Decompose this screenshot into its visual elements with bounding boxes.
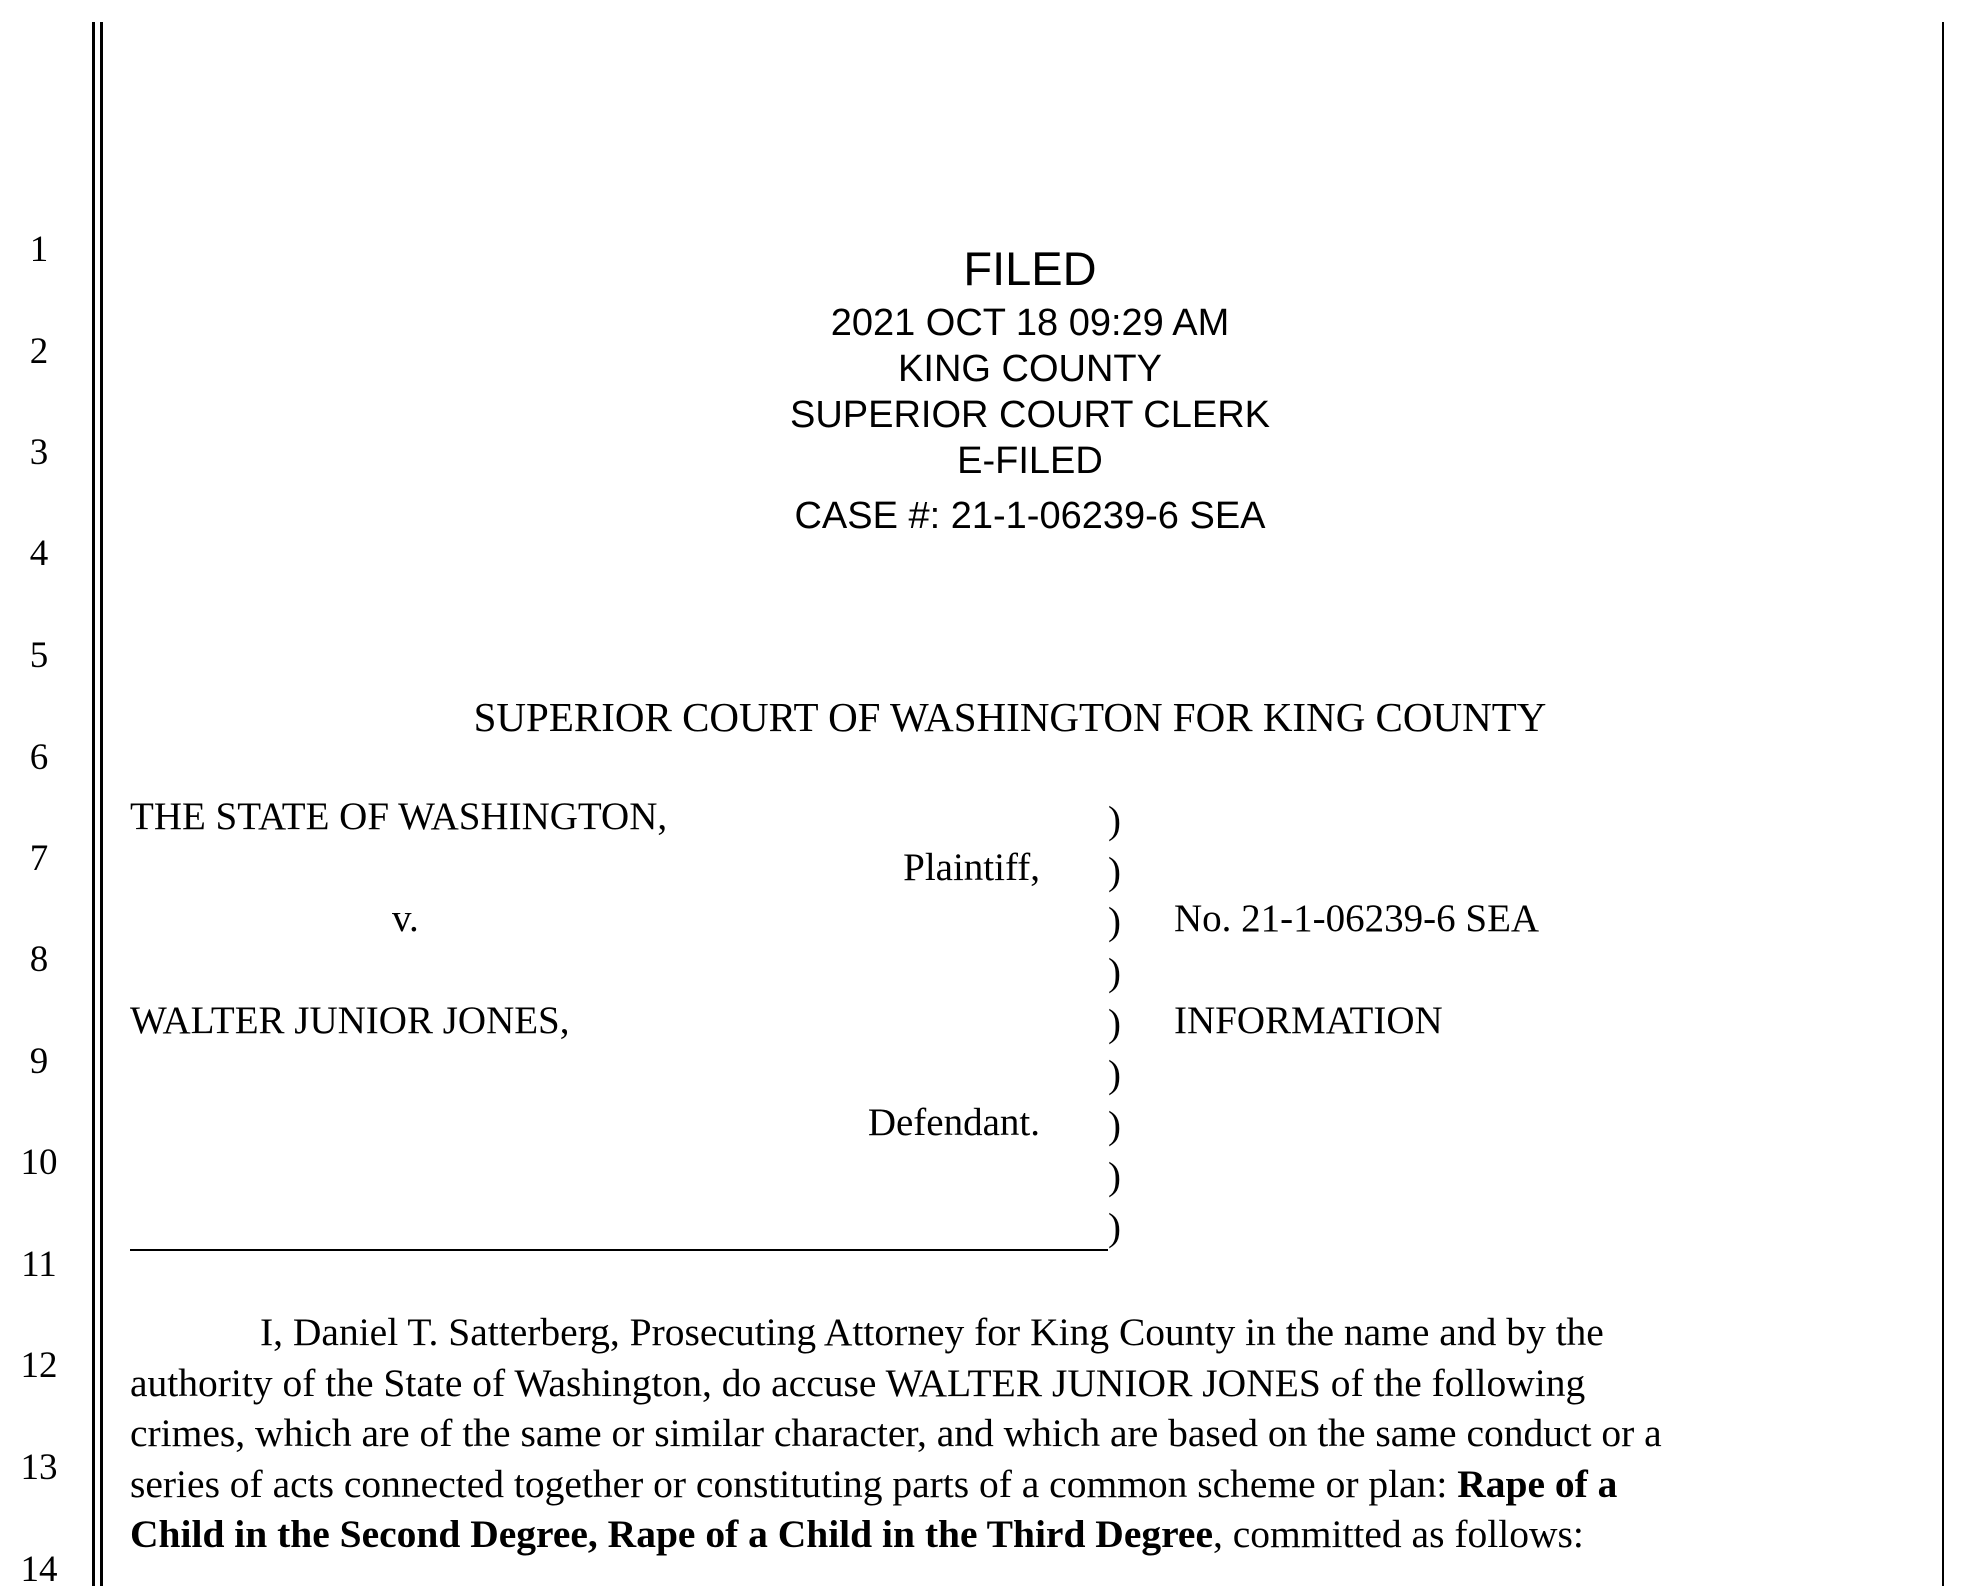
filed-stamp-clerk: SUPERIOR COURT CLERK xyxy=(789,394,1271,436)
versus-label: v. xyxy=(392,897,419,940)
right-margin-rule xyxy=(1942,22,1944,1586)
plaintiff-role: Plaintiff, xyxy=(903,846,1040,889)
caption-paren-5: ) xyxy=(1108,1002,1121,1045)
paragraph-line-1: I, Daniel T. Satterberg, Prosecuting Attorney for King County in the name and by the xyxy=(260,1310,1604,1354)
line-number-4: 4 xyxy=(29,533,49,574)
caption-paren-1: ) xyxy=(1108,799,1121,842)
court-title: SUPERIOR COURT OF WASHINGTON FOR KING COUNTY xyxy=(473,694,1547,740)
left-margin-rule-outer xyxy=(92,22,95,1586)
caption-bottom-rule xyxy=(130,1249,1108,1251)
line-number-2: 2 xyxy=(29,331,49,372)
filed-stamp-title: FILED xyxy=(963,242,1097,295)
filed-stamp-county: KING COUNTY xyxy=(898,348,1162,390)
defendant-role: Defendant. xyxy=(867,1101,1040,1144)
filed-stamp-date: 2021 OCT 18 09:29 AM xyxy=(830,302,1230,344)
caption-paren-8: ) xyxy=(1108,1155,1121,1198)
caption-paren-7: ) xyxy=(1108,1104,1121,1147)
paragraph-line-3: crimes, which are of the same or similar character, and which are based on the same conduct or a xyxy=(130,1411,1662,1455)
paragraph-line-4 xyxy=(130,1459,1910,1510)
line-number-1: 1 xyxy=(29,229,49,270)
case-number: No. 21-1-06239-6 SEA xyxy=(1174,897,1540,940)
line-number-14: 14 xyxy=(20,1549,58,1590)
paragraph-line-5 xyxy=(130,1509,1910,1560)
charge-text-part-2: Child in the Second Degree, Rape of a Child in the Third Degree xyxy=(130,1512,1213,1556)
line-number-13: 13 xyxy=(20,1447,58,1488)
paragraph-line-4-text: series of acts connected together or constituting parts of a common scheme or plan: xyxy=(130,1461,1458,1506)
line-number-10: 10 xyxy=(20,1142,58,1183)
line-number-8: 8 xyxy=(29,939,49,980)
document-type: INFORMATION xyxy=(1174,999,1443,1042)
line-number-12: 12 xyxy=(20,1345,58,1386)
defendant-name: WALTER JUNIOR JONES, xyxy=(130,999,570,1042)
caption-paren-3: ) xyxy=(1108,900,1121,943)
line-number-9: 9 xyxy=(29,1041,49,1082)
line-number-6: 6 xyxy=(29,737,49,778)
accusation-paragraph xyxy=(130,1307,1910,1560)
caption-paren-4: ) xyxy=(1108,951,1121,994)
caption-paren-9: ) xyxy=(1108,1206,1121,1249)
line-number-11: 11 xyxy=(21,1244,57,1285)
plaintiff-name: THE STATE OF WASHINGTON, xyxy=(130,795,668,838)
caption-paren-2: ) xyxy=(1108,850,1121,893)
filed-stamp-case-number: CASE #: 21-1-06239-6 SEA xyxy=(794,495,1266,537)
charge-text-part-1: Rape of a xyxy=(1457,1461,1618,1506)
left-margin-rule-inner xyxy=(100,22,103,1586)
filed-stamp-efiled: E-FILED xyxy=(957,440,1103,482)
line-number-7: 7 xyxy=(29,838,49,879)
paragraph-line-2: authority of the State of Washington, do accuse WALTER JUNIOR JONES of the following xyxy=(130,1360,1586,1405)
line-number-5: 5 xyxy=(29,635,49,676)
paragraph-line-5-text: , committed as follows: xyxy=(1213,1512,1584,1556)
caption-paren-6: ) xyxy=(1108,1053,1121,1096)
line-number-3: 3 xyxy=(29,432,49,473)
